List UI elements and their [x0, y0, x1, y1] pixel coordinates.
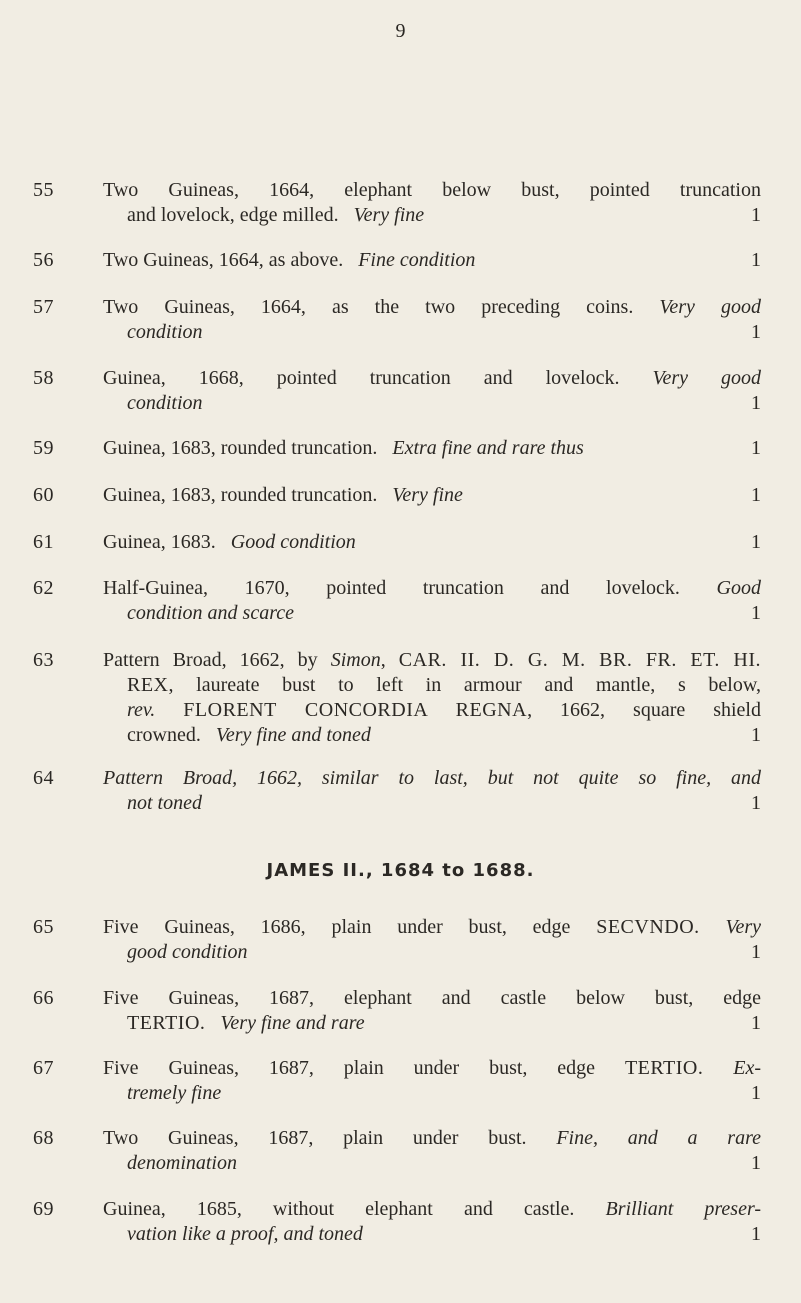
- lot-line: Two Guineas, 1664, as the two preceding coins. Very good: [103, 296, 761, 318]
- lot-quantity: 1: [751, 602, 761, 624]
- lot-number: 60: [33, 484, 54, 506]
- lot-quantity: 1: [751, 204, 761, 226]
- lot-line: condition 1: [127, 321, 761, 343]
- lot-description: [103, 986, 761, 1036]
- lot-number: 68: [33, 1127, 54, 1149]
- lot-line: Two Guineas, 1687, plain under bust. Fine, and a rare: [103, 1127, 762, 1149]
- lot-line: REX, laureate bust to left in armour and mantle, s below,: [127, 674, 761, 696]
- lot-number: 69: [33, 1198, 54, 1220]
- lot-number: 62: [33, 577, 54, 599]
- page-number: 9: [395, 20, 406, 42]
- lot-number: 63: [33, 649, 54, 671]
- lot-number: 65: [33, 916, 54, 938]
- lot-line: Guinea, 1668, pointed truncation and lovelock. Very good: [103, 367, 761, 389]
- lot-number: 64: [33, 767, 54, 789]
- lot-line: rev. FLORENT CONCORDIA REGNA, 1662, square shield: [127, 699, 761, 721]
- lot-quantity: 1: [751, 1152, 761, 1174]
- lot-line: Pattern Broad, 1662, by Simon, CAR. II. D. G. M. BR. FR. ET. HI.: [103, 649, 762, 671]
- lot-quantity: 1: [751, 249, 761, 271]
- lot-quantity: 1: [751, 792, 761, 814]
- lot-line: denomination 1: [127, 1152, 761, 1174]
- lot-line: Five Guineas, 1687, plain under bust, edge TERTIO. Ex-: [103, 1057, 761, 1079]
- lot-number: 58: [33, 367, 54, 389]
- lot-description: [103, 1197, 761, 1247]
- lot-number: 66: [33, 987, 54, 1009]
- lot-number: 55: [33, 179, 54, 201]
- section-heading: JAMES II., 1684 to 1688.: [266, 860, 535, 881]
- lot-quantity: 1: [751, 484, 761, 506]
- lot-line: and lovelock, edge milled. Very fine 1: [127, 204, 761, 226]
- lot-quantity: 1: [751, 1223, 761, 1245]
- lot-line: Pattern Broad, 1662, similar to last, but not quite so fine, and: [103, 767, 761, 789]
- lot-line: not toned 1: [127, 792, 761, 814]
- lot-line: Guinea, 1683, rounded truncation. Extra fine and rare thus 1: [103, 437, 761, 459]
- lot-line: Guinea, 1683, rounded truncation. Very fine 1: [103, 484, 761, 506]
- lot-line: tremely fine 1: [127, 1082, 761, 1104]
- lot-description: [103, 1056, 761, 1106]
- lot-quantity: 1: [751, 724, 761, 746]
- lot-description: [103, 530, 761, 555]
- lot-description: [103, 366, 761, 416]
- lot-number: 57: [33, 296, 54, 318]
- lot-quantity: 1: [751, 1082, 761, 1104]
- lot-description: [103, 576, 761, 626]
- lot-number: 61: [33, 531, 54, 553]
- lot-line: Five Guineas, 1687, elephant and castle below bust, edge: [103, 987, 761, 1009]
- lot-line: condition 1: [127, 392, 761, 414]
- lot-number: 56: [33, 249, 54, 271]
- lot-quantity: 1: [751, 1012, 761, 1034]
- lot-line: Two Guineas, 1664, as above. Fine condition 1: [103, 249, 761, 271]
- lot-description: [103, 436, 761, 461]
- lot-quantity: 1: [751, 321, 761, 343]
- lot-description: [103, 915, 761, 965]
- lot-line: Guinea, 1683. Good condition 1: [103, 531, 761, 553]
- lot-description: [103, 766, 761, 816]
- lot-quantity: 1: [751, 437, 761, 459]
- lot-line: Five Guineas, 1686, plain under bust, edge SECVNDO. Very: [103, 916, 762, 938]
- lot-description: [103, 1126, 761, 1176]
- lot-description: [103, 648, 761, 748]
- lot-quantity: 1: [751, 392, 761, 414]
- lot-number: 59: [33, 437, 54, 459]
- lot-number: 67: [33, 1057, 54, 1079]
- lot-quantity: 1: [751, 941, 761, 963]
- lot-line: good condition 1: [127, 941, 761, 963]
- lot-description: [103, 295, 761, 345]
- lot-line: condition and scarce 1: [127, 602, 761, 624]
- lot-line: vation like a proof, and toned 1: [127, 1223, 761, 1245]
- lot-description: [103, 178, 761, 228]
- lot-line: Half-Guinea, 1670, pointed truncation and lovelock. Good: [103, 577, 761, 599]
- lot-line: Guinea, 1685, without elephant and castle. Brilliant preser-: [103, 1198, 762, 1220]
- lot-description: [103, 248, 761, 273]
- lot-line: Two Guineas, 1664, elephant below bust, pointed truncation: [103, 179, 761, 201]
- lot-line: crowned. Very fine and toned 1: [127, 724, 761, 746]
- lot-line: TERTIO. Very fine and rare 1: [127, 1012, 761, 1034]
- lot-quantity: 1: [751, 531, 761, 553]
- lot-description: [103, 483, 761, 508]
